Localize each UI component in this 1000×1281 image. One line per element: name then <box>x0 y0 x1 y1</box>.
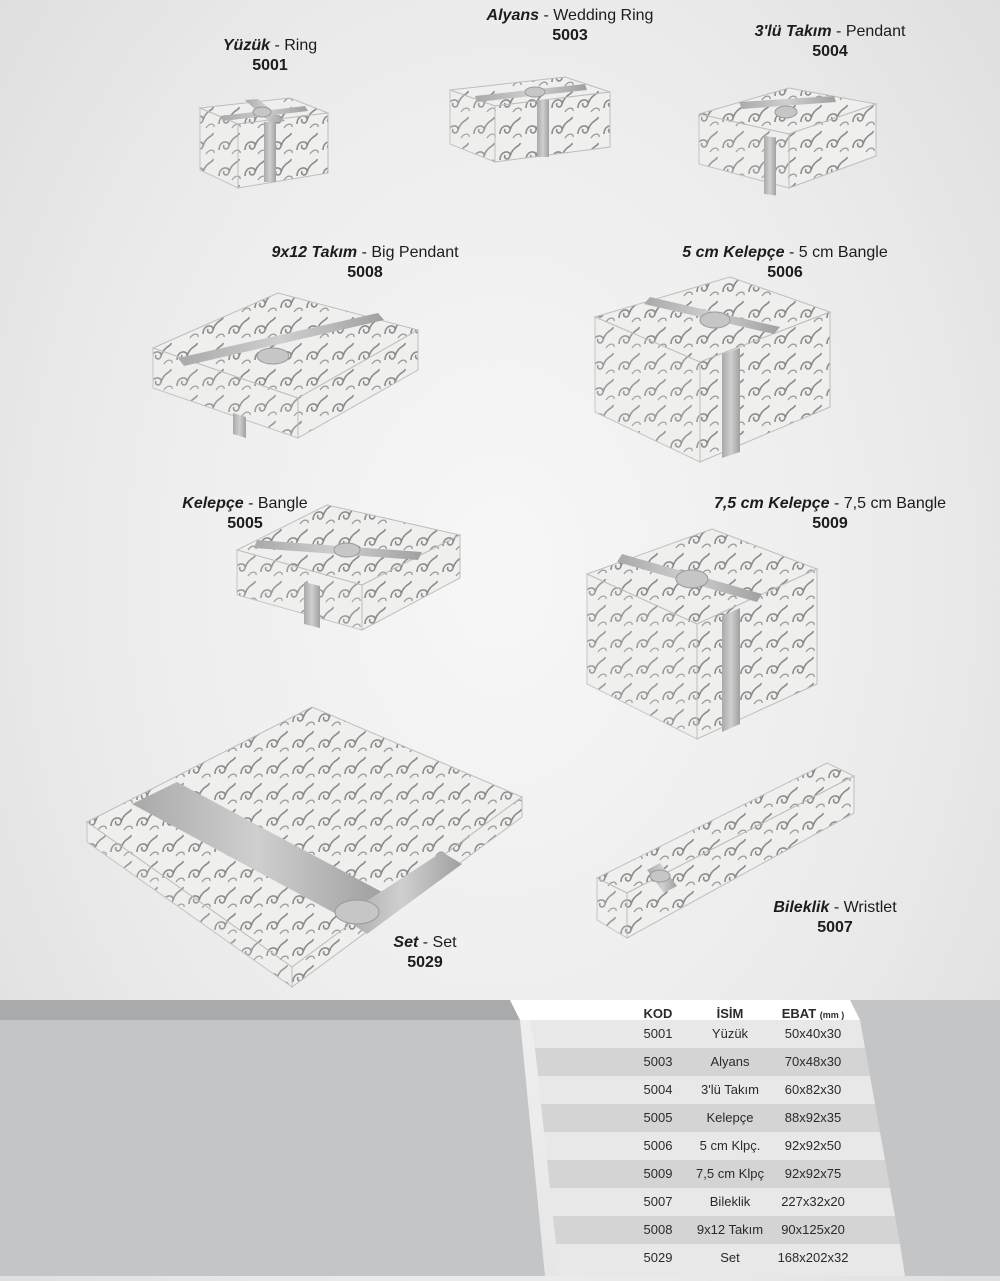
table-row <box>530 1244 1000 1272</box>
label-75cm-bangle: 7,5 cm Kelepçe - 7,5 cm Bangle 5009 <box>713 495 947 532</box>
header-size: EBAT (mm ) <box>781 1006 845 1021</box>
row-code: 5001 <box>643 1026 673 1041</box>
row-size: 88x92x35 <box>784 1110 842 1125</box>
table-row <box>530 1048 1000 1076</box>
size-table <box>530 1000 1000 1276</box>
row-name: 9x12 Takım <box>696 1222 764 1237</box>
row-name: Bileklik <box>709 1194 751 1209</box>
label-ring: Yüzük - Ring 5001 <box>222 37 318 74</box>
row-code: 5006 <box>643 1138 673 1153</box>
row-code: 5009 <box>643 1166 673 1181</box>
pendant-box-image <box>694 76 879 191</box>
table-row <box>530 1020 1000 1048</box>
table-row <box>530 1188 1000 1216</box>
row-size: 92x92x50 <box>784 1138 842 1153</box>
label-wristlet: Bileklik - Wristlet 5007 <box>773 899 897 936</box>
table-row <box>530 1104 1000 1132</box>
row-name: Yüzük <box>711 1026 749 1041</box>
table-row <box>530 1076 1000 1104</box>
75cm-bangle-box-image <box>582 524 822 744</box>
label-set: Set - Set 5029 <box>393 934 457 971</box>
label-wedding-ring: Alyans - Wedding Ring 5003 <box>486 7 654 44</box>
big-pendant-box-image <box>148 288 420 443</box>
row-code: 5003 <box>643 1054 673 1069</box>
row-size: 70x48x30 <box>784 1054 842 1069</box>
set-box-image <box>82 702 532 992</box>
row-code: 5007 <box>643 1194 673 1209</box>
label-big-pendant: 9x12 Takım - Big Pendant 5008 <box>271 244 459 281</box>
row-name: 3'lü Takım <box>701 1082 759 1097</box>
bangle-box-image <box>232 500 464 635</box>
row-name: 5 cm Klpç. <box>699 1138 761 1153</box>
row-size: 92x92x75 <box>784 1166 842 1181</box>
row-code: 5004 <box>643 1082 673 1097</box>
row-name: Kelepçe <box>706 1110 754 1125</box>
ring-box-image <box>190 78 340 193</box>
row-name: Alyans <box>710 1054 750 1069</box>
row-size: 60x82x30 <box>784 1082 842 1097</box>
row-code: 5005 <box>643 1110 673 1125</box>
label-5cm-bangle: 5 cm Kelepçe - 5 cm Bangle 5006 <box>682 244 888 281</box>
header-name: İSİM <box>716 1006 744 1021</box>
row-size: 168x202x32 <box>777 1250 849 1265</box>
wristlet-box-image <box>592 758 857 943</box>
row-size: 90x125x20 <box>781 1222 845 1237</box>
label-bangle: Kelepçe - Bangle 5005 <box>182 495 308 532</box>
table-row <box>530 1160 1000 1188</box>
wedding-ring-box-image <box>445 62 615 167</box>
row-name: 7,5 cm Klpç <box>696 1166 764 1181</box>
label-pendant: 3'lü Takım - Pendant 5004 <box>754 23 906 60</box>
table-row <box>530 1216 1000 1244</box>
row-code: 5029 <box>643 1250 673 1265</box>
row-name: Set <box>720 1250 740 1265</box>
row-size: 50x40x30 <box>784 1026 842 1041</box>
row-size: 227x32x20 <box>781 1194 845 1209</box>
row-code: 5008 <box>643 1222 673 1237</box>
table-row <box>530 1132 1000 1160</box>
5cm-bangle-box-image <box>590 272 835 467</box>
header-code: KOD <box>643 1006 673 1021</box>
